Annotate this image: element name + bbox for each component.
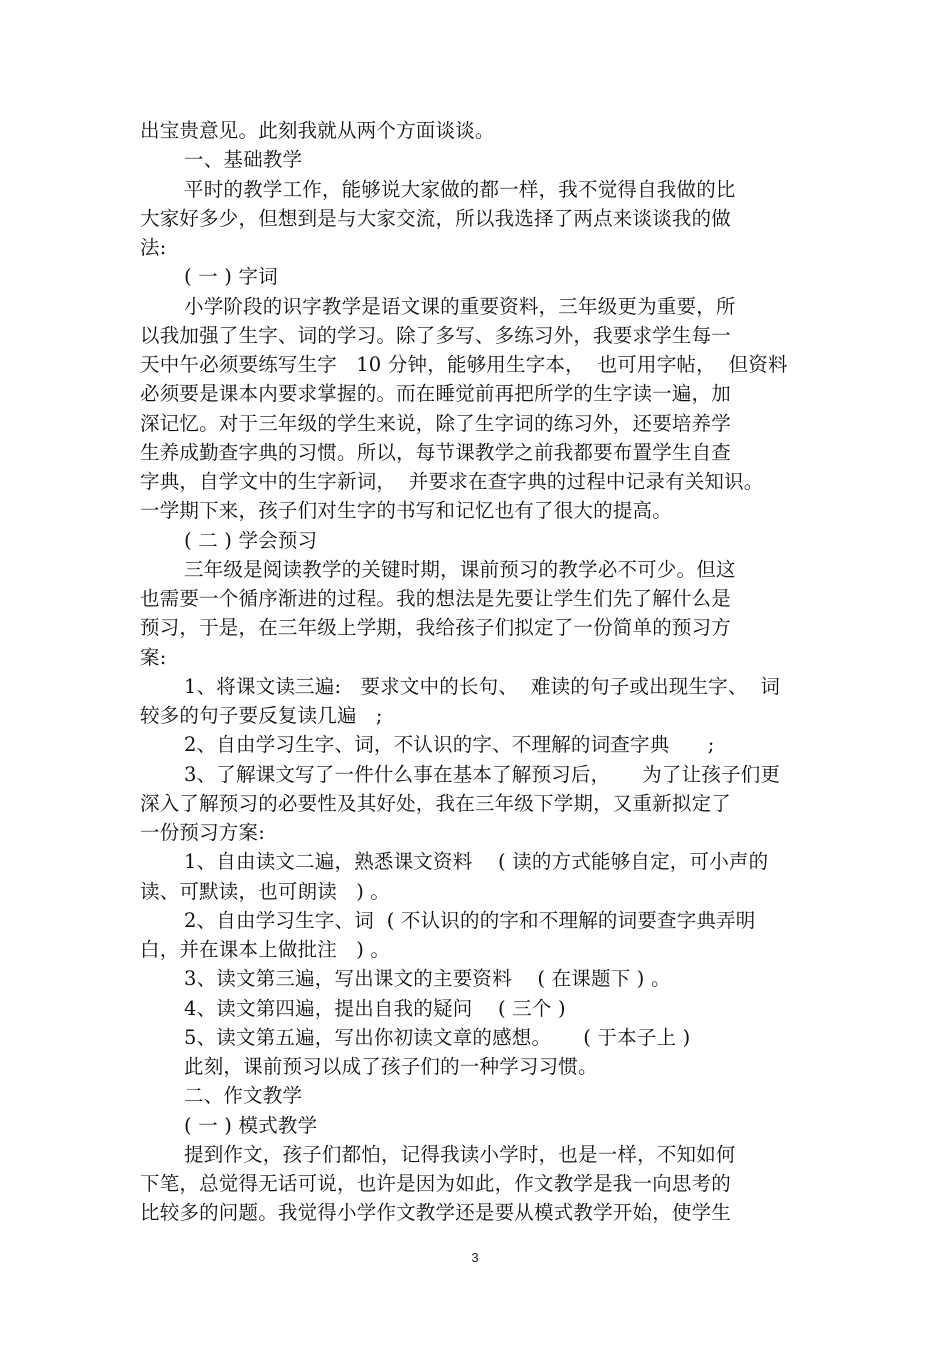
text-line: 也需要一个循序渐进的过程。我的想法是先要让学生们先了解什么是 xyxy=(140,587,732,610)
text-line: 三年级是阅读教学的关键时期，课前预习的教学必不可少。但这 xyxy=(184,557,736,581)
text-line: 预习，于是，在三年级上学期，我给孩子们拟定了一份简单的预习方 xyxy=(140,616,732,640)
text-line: 深入了解预习的必要性及其好处，我在三年级下学期，又重新拟定了 xyxy=(140,791,732,815)
text-line: ( 一 ) 字词 xyxy=(184,265,278,289)
text-line: 法: xyxy=(140,236,167,259)
text-line: 5、读文第五遍，写出你初读文章的感想。 ( 于本子上 ) xyxy=(184,1025,691,1049)
text-line: 3、读文第三遍，写出课文的主要资料 ( 在课题下 ) 。 xyxy=(184,967,671,991)
text-line: 较多的句子要反复读几遍 ; xyxy=(140,704,383,727)
text-line: 小学阶段的识字教学是语文课的重要资料，三年级更为重要，所 xyxy=(184,294,736,318)
text-line: 出宝贵意见。此刻我就从两个方面谈谈。 xyxy=(140,119,495,142)
text-line: 1、将课文读三遍: 要求文中的长句、 难读的句子或出现生字、 词 xyxy=(184,674,781,698)
text-line: 必须要是课本内要求掌握的。而在睡觉前再把所学的生字读一遍，加 xyxy=(140,382,732,406)
text-line: 4、读文第四遍，提出自我的疑问 ( 三个 ) xyxy=(184,996,566,1020)
text-line: 天中午必须要练写生字 10 分钟，能够用生字本， 也可用字帖， 但资料 xyxy=(140,353,788,376)
text-line: 字典，自学文中的生字新词， 并要求在查字典的过程中记录有关知识。 xyxy=(140,470,764,493)
text-line: ( 二 ) 学会预习 xyxy=(184,528,318,552)
text-line: 3、了解课文写了一件什么事在基本了解预习后， 为了让孩子们更 xyxy=(184,762,781,786)
text-line: 提到作文，孩子们都怕，记得我读小学时，也是一样，不知如何 xyxy=(184,1142,736,1166)
text-line: 深记忆。对于三年级的学生来说，除了生字词的练习外，还要培养学 xyxy=(140,411,732,435)
document-body xyxy=(140,116,820,1228)
text-line: 以我加强了生字、词的学习。除了多写、多练习外，我要求学生每一 xyxy=(140,323,732,347)
text-line: ( 一 ) 模式教学 xyxy=(184,1113,318,1137)
text-line: 一学期下来，孩子们对生字的书写和记忆也有了很大的提高。 xyxy=(140,499,672,523)
text-line: 平时的教学工作，能够说大家做的都一样，我不觉得自我做的比 xyxy=(184,177,736,201)
text-line: 二、作文教学 xyxy=(184,1084,303,1108)
text-line: 2、自由学习生字、词，不认识的字、不理解的词查字典 ; xyxy=(184,733,715,757)
text-line: 大家好多少，但想到是与大家交流，所以我选择了两点来谈谈我的做 xyxy=(140,206,732,230)
text-line: 2、自由学习生字、词 ( 不认识的的字和不理解的词要查字典弄明 xyxy=(184,908,756,932)
text-line: 读、可默读，也可朗读 ) 。 xyxy=(140,879,391,903)
text-line: 白，并在课本上做批注 ) 。 xyxy=(140,938,391,961)
text-line: 1、自由读文二遍，熟悉课文资料 ( 读的方式能够自定，可小声的 xyxy=(184,850,769,874)
text-line: 一、基础教学 xyxy=(184,148,303,172)
text-line: 下笔，总觉得无话可说，也许是因为如此，作文教学是我一向思考的 xyxy=(140,1172,732,1195)
text-line: 此刻，课前预习以成了孩子们的一种学习习惯。 xyxy=(184,1055,598,1078)
text-line: 一份预习方案: xyxy=(140,821,265,844)
text-line: 案: xyxy=(140,645,167,669)
page-number: 3 xyxy=(471,1250,479,1265)
text-line: 比较多的问题。我觉得小学作文教学还是要从模式教学开始，使学生 xyxy=(140,1201,732,1225)
text-line: 生养成勤查字典的习惯。所以，每节课教学之前我都要布置学生自查 xyxy=(140,440,732,464)
